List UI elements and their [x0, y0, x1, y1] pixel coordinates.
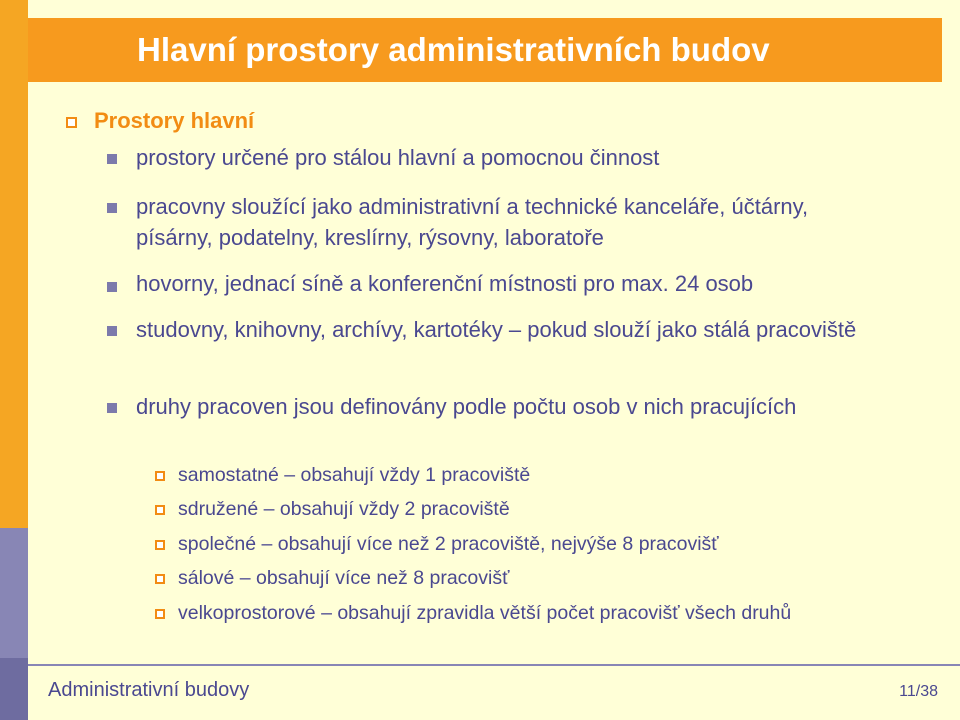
list-item: prostory určené pro stálou hlavní a pomocnou činnost [136, 145, 660, 170]
footer-divider [28, 664, 960, 666]
sub-list-item: sdružené – obsahují vždy 2 pracoviště [178, 498, 510, 520]
sub-list-item: samostatné – obsahují vždy 1 pracoviště [178, 464, 531, 486]
left-accent-bar-bottom [0, 658, 28, 720]
list-item: pracovny sloužící jako administrativní a technické kanceláře, účtárny, písárny, podatelny, kreslírny, rýsovny, laboratoře [136, 194, 809, 250]
list-item: druhy pracoven jsou definovány podle počtu osob v nich pracujících [136, 394, 797, 419]
solid-square-bullet-icon [107, 282, 117, 292]
solid-square-bullet-icon [107, 403, 117, 413]
hollow-square-bullet-icon [66, 117, 77, 128]
solid-square-bullet-icon [107, 203, 117, 213]
hollow-square-bullet-icon [155, 574, 165, 584]
hollow-square-bullet-icon [155, 609, 165, 619]
sub-list-item: společné – obsahují více než 2 pracoviště, nejvýše 8 pracovišť [178, 533, 719, 555]
slide-title: Hlavní prostory administrativních budov [137, 31, 770, 68]
page-number: 11/38 [899, 683, 938, 700]
hollow-square-bullet-icon [155, 505, 165, 515]
solid-square-bullet-icon [107, 154, 117, 164]
list-item: hovorny, jednací síně a konferenční místnosti pro max. 24 osob [136, 271, 754, 296]
hollow-square-bullet-icon [155, 471, 165, 481]
list-item: studovny, knihovny, archívy, kartotéky – pokud slouží jako stálá pracoviště [136, 317, 857, 342]
left-accent-bar [0, 0, 28, 528]
sub-list-item: sálové – obsahují více než 8 pracovišť [178, 567, 510, 589]
solid-square-bullet-icon [107, 326, 117, 336]
hollow-square-bullet-icon [155, 540, 165, 550]
sub-list-item: velkoprostorové – obsahují zpravidla větší počet pracovišť všech druhů [178, 602, 792, 624]
footer-label: Administrativní budovy [48, 679, 250, 701]
section-heading: Prostory hlavní [94, 108, 255, 133]
